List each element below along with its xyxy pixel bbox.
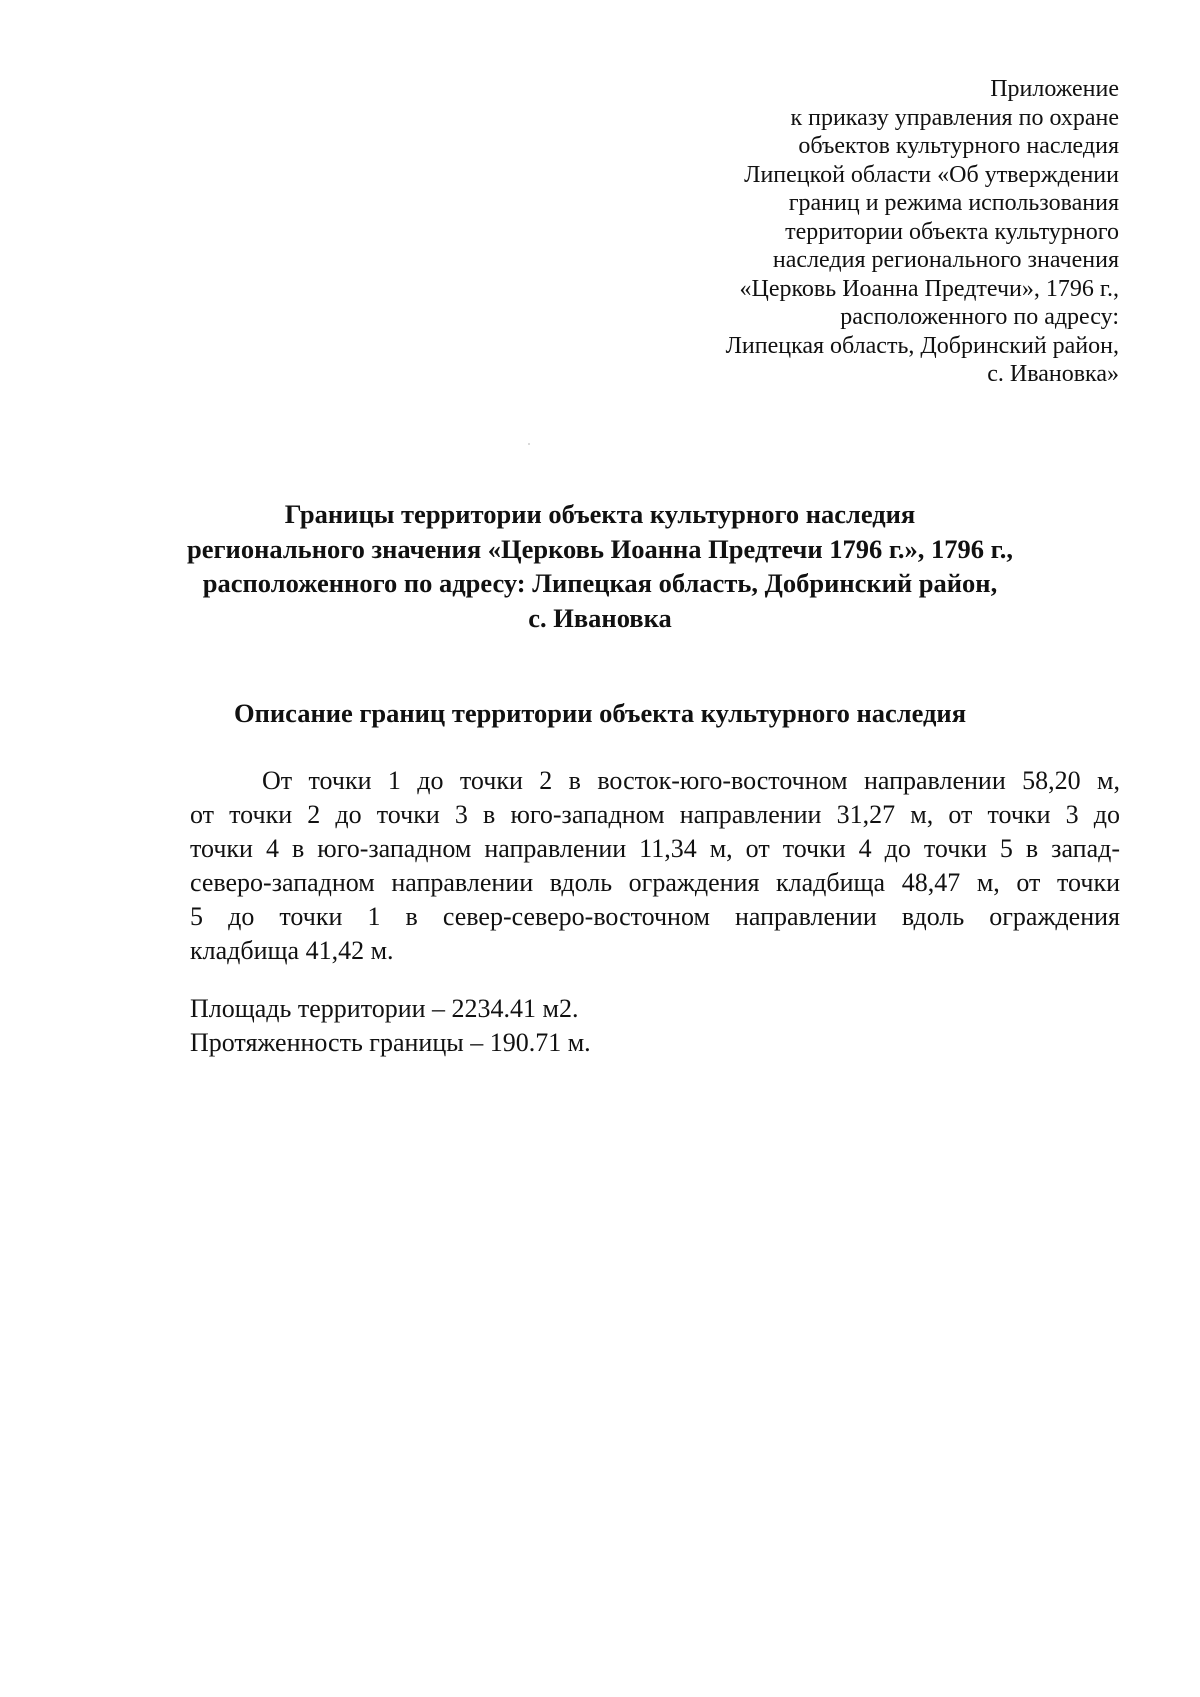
description-line: кладбища 41,42 м. — [190, 936, 394, 965]
section-heading: Описание границ территории объекта культурного наследия — [233, 698, 967, 728]
appendix-line: территории объекта культурного — [785, 218, 1119, 245]
appendix-line: Приложение — [990, 76, 1119, 102]
title-line: с. Ивановка — [528, 602, 672, 633]
description-line: точки 4 в юго-западном направлении 11,34 м, от точки 4 до точки 5 в запад- — [190, 834, 1120, 863]
appendix-line: «Церковь Иоанна Предтечи», 1796 г., — [739, 275, 1119, 302]
description-line: От точки 1 до точки 2 в восток-юго-восточном направлении 58,20 м, — [262, 766, 1120, 795]
description-line: 5 до точки 1 в север-северо-восточном направлении вдоль ограждения — [190, 902, 1120, 931]
territory-facts — [190, 992, 591, 1060]
appendix-header — [599, 75, 1119, 389]
scan-speck — [528, 443, 530, 445]
title-line: Границы территории объекта культурного наследия — [284, 499, 916, 529]
perimeter-text: Протяженность границы – 190.71 м. — [190, 1028, 591, 1057]
title-line: расположенного по адресу: Липецкая область, Добринский район, — [202, 568, 998, 598]
appendix-line: объектов культурного наследия — [798, 133, 1119, 159]
description-line: северо-западном направлении вдоль ограждения кладбища 48,47 м, от точки — [190, 868, 1120, 897]
appendix-line: к приказу управления по охране — [790, 104, 1119, 131]
appendix-line: Липецкой области «Об утверждении — [744, 161, 1119, 188]
appendix-line: расположенного по адресу: — [840, 304, 1119, 330]
appendix-line: наследия регионального значения — [772, 247, 1119, 273]
boundary-description — [190, 764, 1120, 968]
appendix-line: Липецкая область, Добринский район, — [725, 332, 1119, 359]
area-text: Площадь территории – 2234.41 м2. — [190, 994, 579, 1023]
appendix-line: границ и режима использования — [788, 190, 1119, 216]
document-title — [100, 497, 1100, 635]
title-line: регионального значения «Церковь Иоанна Предтечи 1796 г.», 1796 г., — [187, 533, 1013, 564]
description-line: от точки 2 до точки 3 в юго-западном направлении 31,27 м, от точки 3 до — [190, 800, 1120, 829]
appendix-line: с. Ивановка» — [987, 361, 1119, 387]
